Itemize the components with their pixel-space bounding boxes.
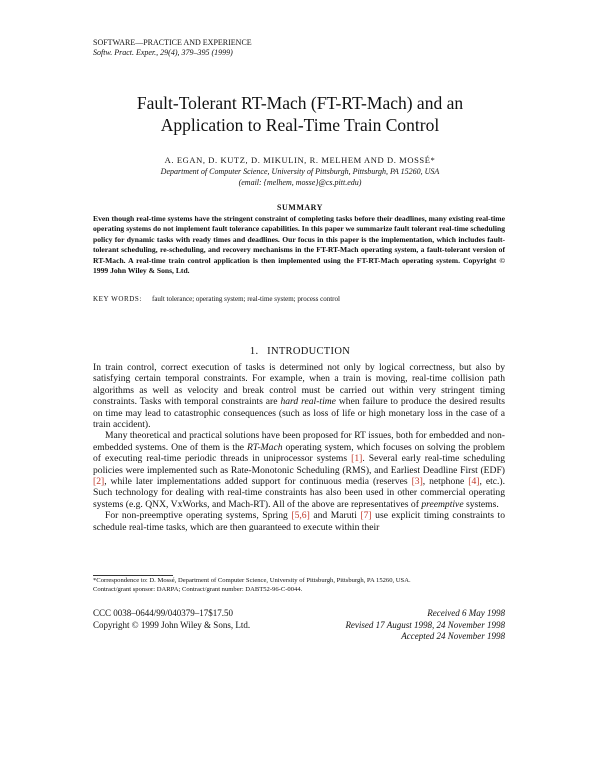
keywords-text: fault tolerance; operating system; real-time system; process control: [151, 295, 340, 303]
footnote: [93, 577, 513, 595]
ccc-code: CCC 0038–0644/99/040379–17$17.50: [93, 608, 234, 618]
section-heading: 1. INTRODUCTION: [249, 346, 351, 357]
title-line-2: Application to Real-Time Train Control: [160, 115, 440, 135]
copyright: Copyright © 1999 John Wiley & Sons, Ltd.: [93, 619, 251, 630]
citation-link-4[interactable]: [4]: [468, 476, 480, 488]
journal-header: [93, 38, 252, 58]
citation-link-7[interactable]: [7]: [360, 510, 372, 522]
citation-link-5-6[interactable]: [5,6]: [291, 510, 310, 522]
summary-heading: SUMMARY: [277, 203, 323, 212]
body-text: [93, 362, 505, 533]
received-date: Received 6 May 1998: [427, 608, 505, 618]
footer-right: [300, 608, 505, 643]
title-line-1: Fault-Tolerant RT-Mach (FT-RT-Mach) and an: [136, 93, 464, 113]
citation-link-1[interactable]: [1]: [351, 453, 363, 465]
keywords: [93, 294, 513, 304]
journal-citation: Softw. Pract. Exper., 29(4), 379–395 (1999): [93, 48, 233, 57]
affiliation: Department of Computer Science, University of Pittsburgh, Pittsburgh, PA 15260, USA: [160, 167, 440, 176]
paragraph-3: For non-preemptive operating systems, Spring [5,6] and Maruti [7] use explicit timing constraints to schedule real-time tasks, which are then guaranteed to execute within their: [93, 510, 505, 533]
author-email: (email: {melhem, mosse}@cs.pitt.edu): [238, 178, 362, 187]
accepted-date: Accepted 24 November 1998: [401, 631, 505, 641]
citation-link-3[interactable]: [3]: [411, 476, 423, 488]
revised-date: Revised 17 August 1998, 24 November 1998: [345, 619, 505, 630]
keywords-label: KEY WORDS:: [93, 295, 142, 303]
footer-left: [93, 608, 250, 631]
authors: A. EGAN, D. KUTZ, D. MIKULIN, R. MELHEM AND D. MOSSÉ*: [164, 155, 436, 165]
summary-text: Even though real-time systems have the stringent constraint of completing tasks before their deadlines, many existing real-time operating systems do not implement fault tolerance capabilities. In this paper we summarize fault tolerant real-time scheduling policy for dynamic tasks with ready times and deadlines. Our focus in this paper is the implementation, which includes fault-tolerant scheduling, re-scheduling, and recovery mechanisms in the FT-RT-Mach operating system, a fault-tolerant version of RT-Mach. A real-time train control application is then implemented using the FT-RT-Mach operating system. Copyright © 1999 John Wiley & Sons, Ltd.: [93, 214, 505, 276]
citation-link-2[interactable]: [2]: [93, 476, 105, 488]
journal-name: SOFTWARE—PRACTICE AND EXPERIENCE: [93, 38, 252, 47]
footnote-divider: [93, 575, 173, 576]
paper-title: [60, 92, 540, 136]
paragraph-1: In train control, correct execution of tasks is determined not only by logical correctness, but also by satisfying certain temporal constraints. For example, when a train is moving, real-time collision path algorithms as well as velocity and break control must be carried out within very stringent timing constraints. Tasks with temporal constraints are hard real-time when failure to produce the desired results on time may lead to catastrophic consequences (such as loss of life or high monetary loss in the case of a train accident).: [93, 362, 505, 431]
footnote-line-2: Contract/grant sponsor: DARPA; Contract/grant number: DABT52-96-C-0044.: [93, 585, 303, 593]
footnote-line-1: *Correspondence to: D. Mossé, Department of Computer Science, University of Pittsburgh, Pittsburgh, PA 15260, USA.: [93, 577, 411, 584]
paragraph-2: Many theoretical and practical solutions have been proposed for RT issues, both for embedded and non-embedded systems. One of them is the RT-Mach operating system, which focuses on solving the problem of executing real-time periodic threads in uniprocessor systems [1]. Several early real-time scheduling policies were implemented such as Rate-Monotonic Scheduling (RMS), and Earliest Deadline First (EDF) [2], while later implementations added support for continuous media (reserves [3], netphone [4], etc.). Such technology for dealing with real-time constraints has also been used in other commercial operating systems (e.g. QNX, VxWorks, and Mach-RT). All of the above are representatives of preemptive systems.: [93, 430, 505, 510]
